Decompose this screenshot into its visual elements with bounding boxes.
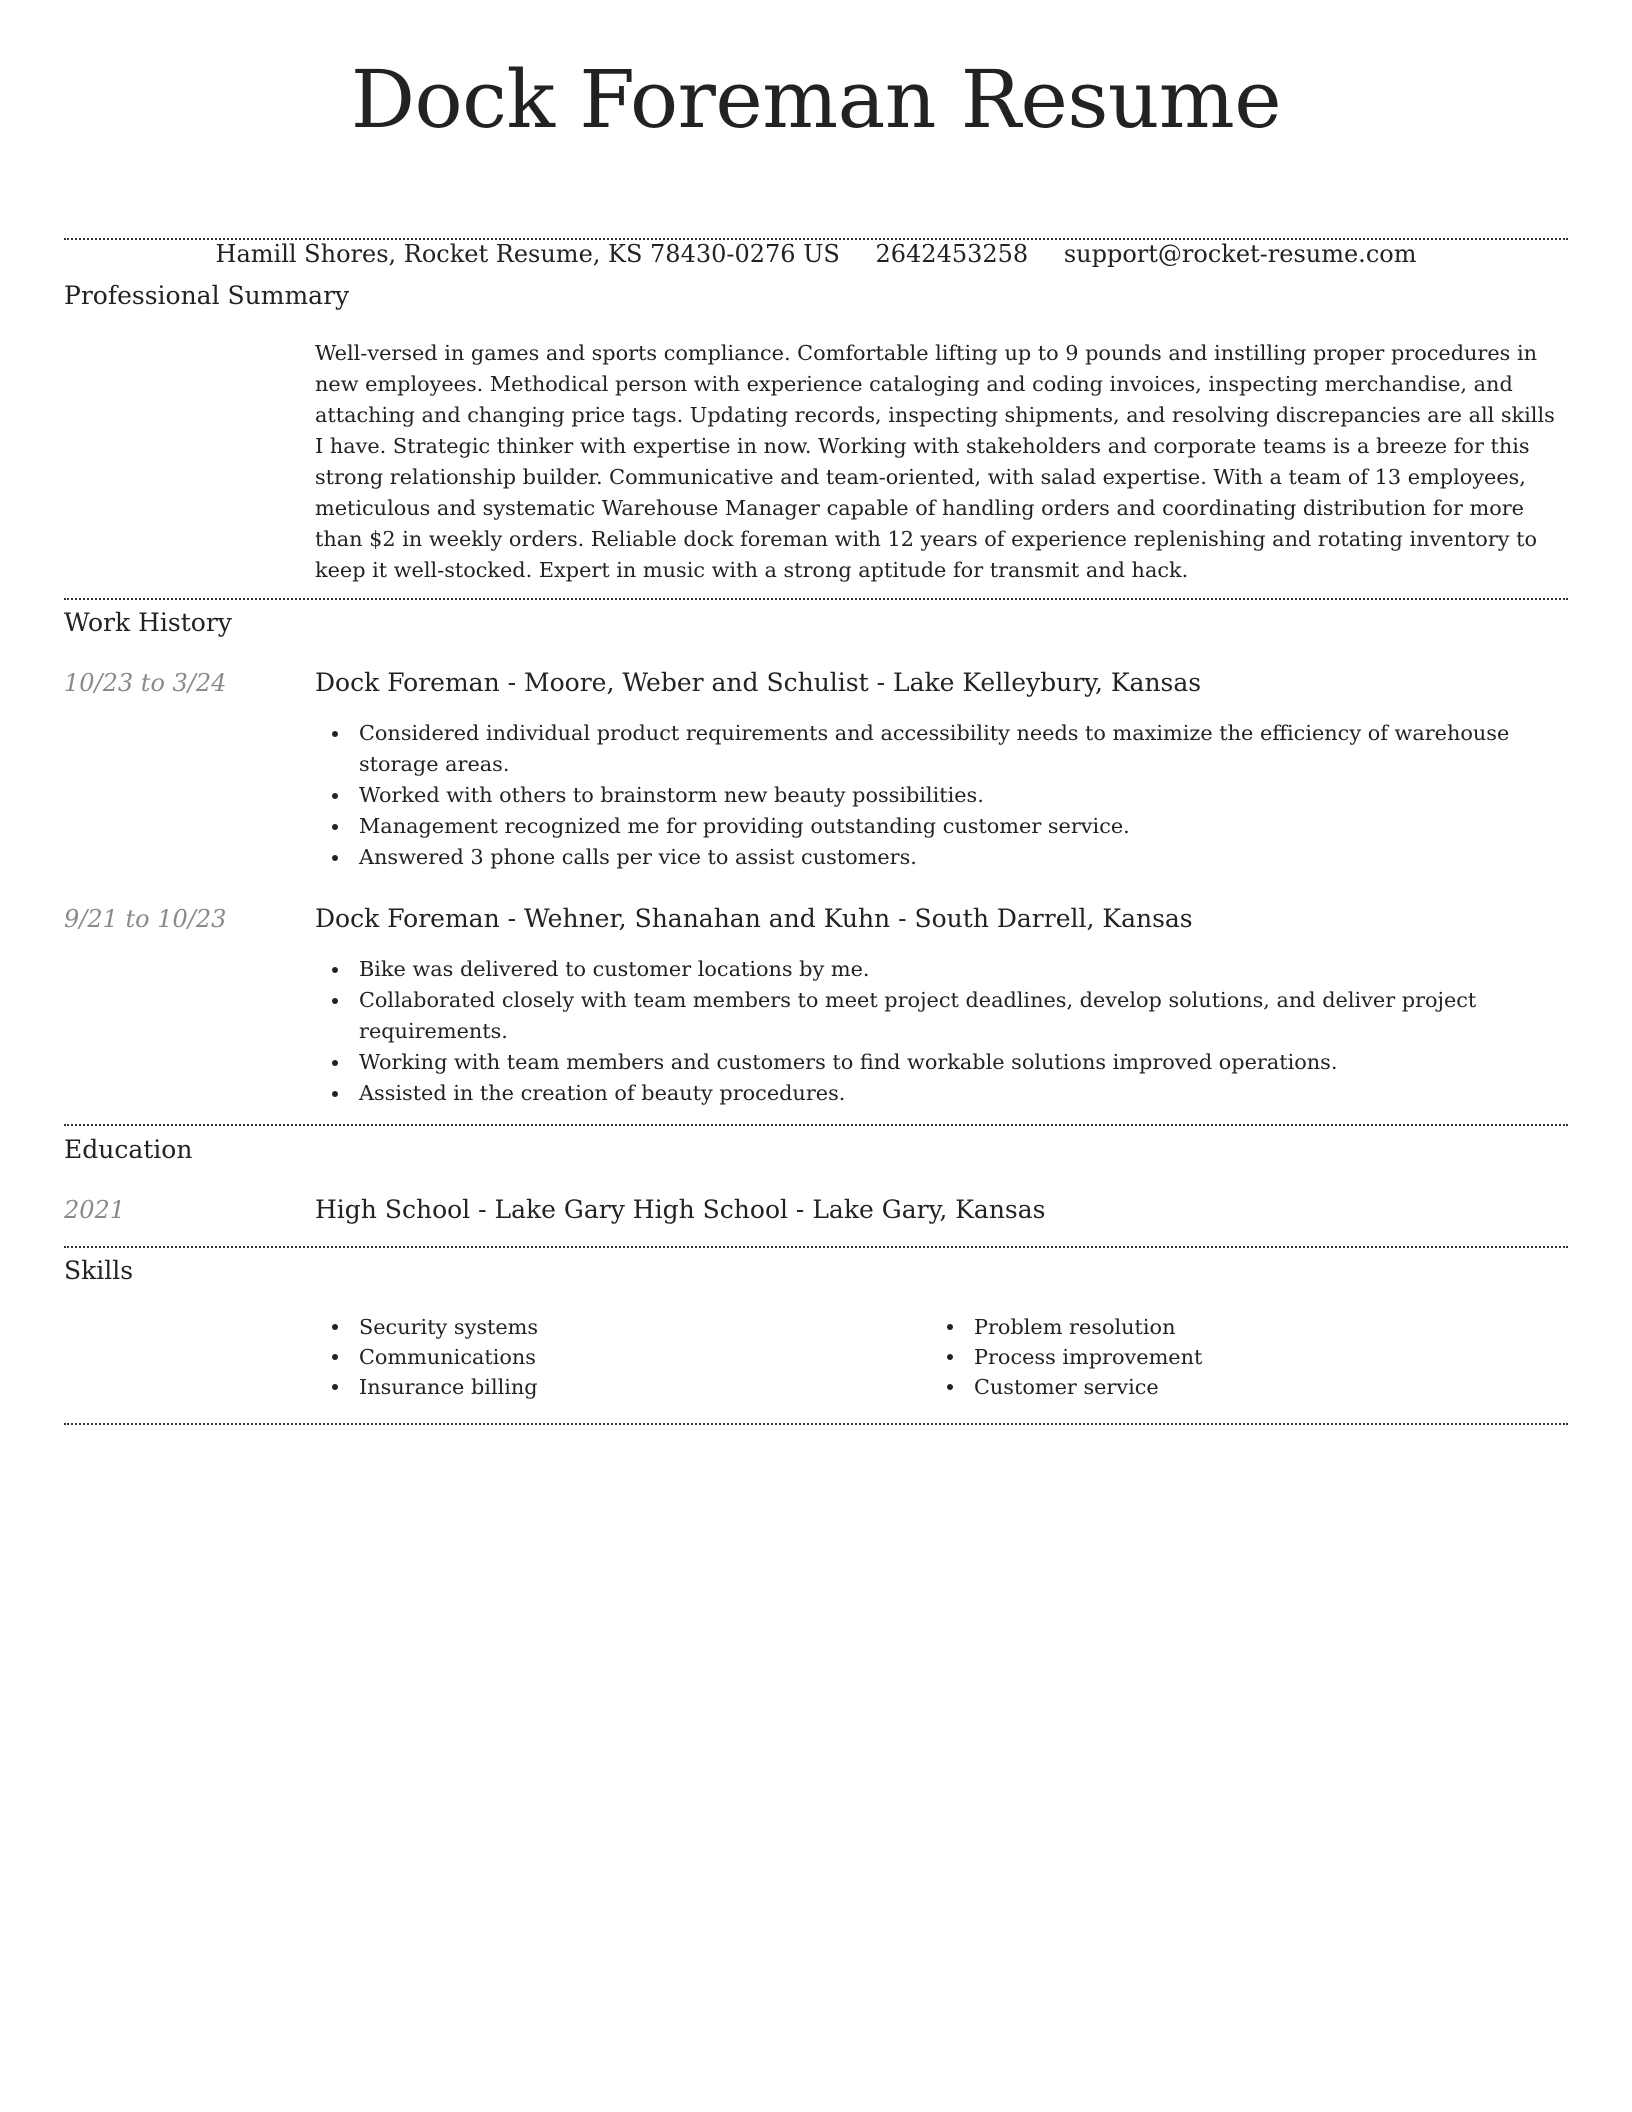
contact-line (64, 238, 1568, 270)
list-item: Process improvement (974, 1342, 1530, 1372)
divider (64, 598, 1568, 600)
divider (64, 1124, 1568, 1126)
list-item: Customer service (974, 1372, 1530, 1402)
resume-page (64, 0, 1568, 1399)
contact-phone: 2642453258 (875, 240, 1029, 268)
job-dates: 10/23 to 3/24 (64, 669, 227, 697)
list-item: Answered 3 phone calls per vice to assist customers. (359, 842, 1568, 873)
divider (64, 1423, 1568, 1425)
list-item: Security systems (359, 1312, 915, 1342)
job-bullets (315, 954, 1568, 1109)
list-item: Communications (359, 1342, 915, 1372)
contact-address: Hamill Shores, Rocket Resume, KS 78430-0276 US (215, 240, 840, 268)
job-dates: 9/21 to 10/23 (64, 905, 227, 933)
list-item: Considered individual product requirements and accessibility needs to maximize the efficiency of warehouse storage areas. (359, 718, 1568, 780)
skills-list-right (930, 1312, 1530, 1402)
list-item: Management recognized me for providing outstanding customer service. (359, 811, 1568, 842)
list-item: Collaborated closely with team members to meet project deadlines, develop solutions, and deliver project requirements. (359, 985, 1568, 1047)
job-title: Dock Foreman - Moore, Weber and Schulist - Lake Kelleybury, Kansas (315, 668, 1202, 697)
section-heading-summary: Professional Summary (64, 281, 350, 310)
job-bullets (315, 718, 1568, 873)
list-item: Working with team members and customers to find workable solutions improved operations. (359, 1047, 1568, 1078)
section-heading-skills: Skills (64, 1256, 134, 1285)
education-year: 2021 (64, 1196, 126, 1224)
list-item: Bike was delivered to customer locations by me. (359, 954, 1568, 985)
summary-text: Well-versed in games and sports compliance. Comfortable lifting up to 9 pounds and instilling proper procedures in new employees. Methodical person with experience cataloging and coding invoices, inspecting merchandise, and attaching and changing price tags. Updating records, inspecting shipments, and resolving discrepancies are all skills I have. Strategic thinker with expertise in now. Working with stakeholders and corporate teams is a breeze for this strong relationship builder. Communicative and team-oriented, with salad expertise. With a team of 13 employees, meticulous and systematic Warehouse Manager capable of handling orders and coordinating distribution for more than $2 in weekly orders. Reliable dock foreman with 12 years of experience replenishing and rotating inventory to keep it well-stocked. Expert in music with a strong aptitude for transmit and hack. (315, 341, 1555, 582)
divider (64, 1246, 1568, 1248)
list-item: Problem resolution (974, 1312, 1530, 1342)
list-item: Assisted in the creation of beauty procedures. (359, 1078, 1568, 1109)
skills-list-left (315, 1312, 915, 1402)
section-heading-work: Work History (64, 608, 232, 637)
resume-title: Dock Foreman Resume (350, 53, 1282, 146)
list-item: Insurance billing (359, 1372, 915, 1402)
contact-email: support@rocket-resume.com (1063, 240, 1417, 268)
job-title: Dock Foreman - Wehner, Shanahan and Kuhn - South Darrell, Kansas (315, 904, 1193, 933)
section-heading-education: Education (64, 1135, 193, 1164)
education-title: High School - Lake Gary High School - Lake Gary, Kansas (315, 1195, 1046, 1224)
list-item: Worked with others to brainstorm new beauty possibilities. (359, 780, 1568, 811)
divider (64, 238, 1568, 240)
